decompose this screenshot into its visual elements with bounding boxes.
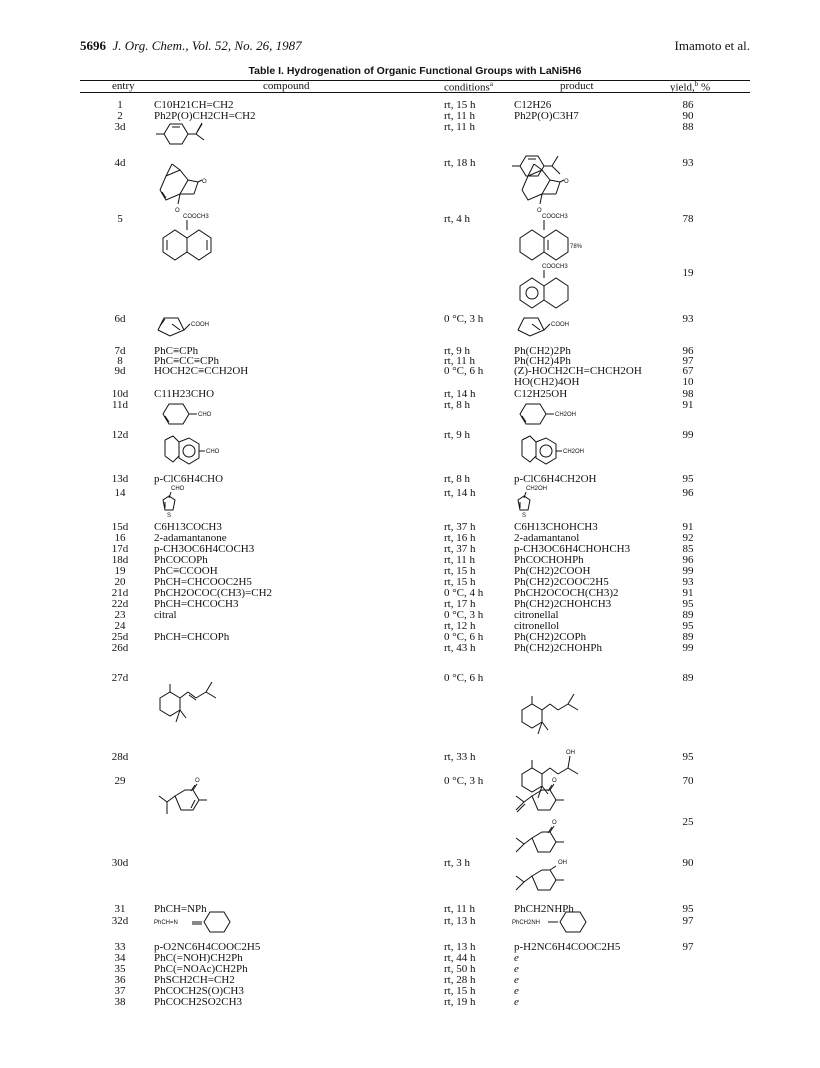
- yield-cell: 99: [682, 429, 694, 441]
- cooch3-label: COOCH3: [183, 214, 209, 220]
- product-cell: HO(CH2)4OH: [514, 376, 580, 388]
- yield-cell: 93: [682, 576, 694, 588]
- entry-cell: 15d: [111, 521, 129, 533]
- yield-cell: 95: [682, 903, 694, 915]
- compound-cell: Ph2P(O)CH2CH=CH2: [154, 110, 256, 122]
- product-cell: p-H2NC6H4COOC2H5: [514, 941, 621, 953]
- conditions-cell: rt, 44 h: [444, 952, 476, 964]
- compound-cell: C10H21CH=CH2: [154, 99, 234, 111]
- conditions-cell: 0 °C, 4 h: [444, 587, 484, 599]
- yield-cell: 10: [682, 376, 694, 388]
- conditions-cell: rt, 15 h: [444, 985, 476, 997]
- entry-cell: 30d: [111, 857, 129, 869]
- product-cell: 2-adamantanol: [514, 532, 580, 544]
- conditions-cell: 0 °C, 3 h: [444, 609, 484, 621]
- col-header-entry: entry: [112, 80, 135, 92]
- conditions-cell: rt, 15 h: [444, 565, 476, 577]
- compound-cell: PhSCH2CH=CH2: [154, 974, 235, 986]
- structure-4-compound: [150, 160, 210, 220]
- product-cell: e: [514, 952, 519, 964]
- o-label: O: [564, 179, 569, 185]
- compound-cell: PhCH2OCOC(CH3)=CH2: [154, 587, 273, 599]
- compound-cell: PhCOCH2S(O)CH3: [154, 985, 244, 997]
- entry-cell: 1: [117, 99, 123, 111]
- yield-cell: 93: [682, 157, 694, 169]
- compound-cell: HOCH2C≡CCH2OH: [154, 365, 249, 377]
- conditions-cell: rt, 12 h: [444, 620, 476, 632]
- yield-cell: 90: [682, 857, 694, 869]
- structure-3-compound: [156, 120, 226, 150]
- compound-cell: C11H23CHO: [154, 388, 215, 400]
- structure-29-compound: [155, 776, 225, 822]
- phch2nh-label: PhCH2NH: [512, 920, 541, 926]
- structure-4-product: [512, 160, 572, 220]
- conditions-cell: rt, 28 h: [444, 974, 476, 986]
- table-caption: Table I. Hydrogenation of Organic Functional Groups with LaNi5H6: [248, 65, 582, 77]
- conditions-cell: 0 °C, 6 h: [444, 631, 484, 643]
- compound-cell: p-O2NC6H4COOC2H5: [154, 941, 261, 953]
- top-rule: [80, 80, 750, 81]
- yield-cell: 67: [682, 365, 694, 377]
- yield-cell: 86: [682, 99, 694, 111]
- oh-label: OH: [558, 860, 567, 866]
- entry-cell: 37: [114, 985, 126, 997]
- conditions-label: conditions: [444, 81, 490, 94]
- product-cell: (Z)-HOCH2CH=CHCH2OH: [514, 365, 642, 377]
- conditions-cell: rt, 13 h: [444, 915, 476, 927]
- entry-cell: 11d: [111, 399, 129, 411]
- yield-cell: 90: [682, 110, 694, 122]
- conditions-cell: rt, 43 h: [444, 642, 476, 654]
- cho-label: CHO: [171, 486, 185, 492]
- page-number-journal: [80, 38, 302, 54]
- yield-cell: 88: [682, 121, 694, 133]
- entry-cell: 34: [114, 952, 126, 964]
- yield-cell: 91: [682, 399, 694, 411]
- journal-citation: J. Org. Chem., Vol. 52, No. 26, 1987: [112, 38, 302, 53]
- yield-cell: 99: [682, 565, 694, 577]
- conditions-cell: rt, 17 h: [444, 598, 476, 610]
- entry-cell: 20: [114, 576, 126, 588]
- product-cell: Ph(CH2)4Ph: [514, 355, 571, 367]
- compound-cell: PhC(=NOAc)CH2Ph: [154, 963, 248, 975]
- yield-cell: 78: [682, 213, 694, 225]
- entry-cell: 24: [114, 620, 126, 632]
- conditions-cell: rt, 11 h: [444, 903, 476, 915]
- product-cell: Ph(CH2)2CHOHCH3: [514, 598, 612, 610]
- entry-cell: 6d: [114, 313, 126, 325]
- yield-cell: 99: [682, 642, 694, 654]
- product-cell: PhCH2OCOCH(CH3)2: [514, 587, 619, 599]
- compound-cell: C6H13COCH3: [154, 521, 222, 533]
- conditions-cell: 0 °C, 3 h: [444, 313, 484, 325]
- conditions-cell: rt, 9 h: [444, 345, 470, 357]
- product-cell: e: [514, 996, 519, 1008]
- structure-5-compound: [155, 212, 235, 272]
- product-cell: Ph(CH2)2Ph: [514, 345, 571, 357]
- ch2oh-label: CH2OH: [526, 486, 548, 492]
- conditions-cell: rt, 19 h: [444, 996, 476, 1008]
- entry-cell: 12d: [111, 429, 129, 441]
- yield-cell: 85: [682, 543, 694, 555]
- conditions-cell: rt, 18 h: [444, 157, 476, 169]
- ch2oh-label: CH2OH: [555, 412, 577, 418]
- ch2oh-label: CH2OH: [563, 449, 585, 455]
- conditions-cell: rt, 11 h: [444, 121, 476, 133]
- compound-cell: PhCH=CHCOPh: [154, 631, 230, 643]
- yield-cell: 70: [682, 775, 694, 787]
- entry-cell: 14: [114, 487, 126, 499]
- o-label: O: [537, 208, 542, 214]
- product-cell: p-CH3OC6H4CHOHCH3: [514, 543, 631, 555]
- structure-6-compound: [154, 312, 234, 342]
- col-header-compound: compound: [263, 80, 310, 92]
- yield-cell: 96: [682, 345, 694, 357]
- structure-12-product: [512, 432, 592, 472]
- oh-label: OH: [566, 750, 575, 756]
- yield-cell: 25: [682, 816, 694, 828]
- conditions-cell: rt, 15 h: [444, 576, 476, 588]
- conditions-cell: rt, 11 h: [444, 554, 476, 566]
- conditions-cell: rt, 11 h: [444, 355, 476, 367]
- conditions-cell: rt, 9 h: [444, 429, 470, 441]
- conditions-cell: 0 °C, 6 h: [444, 365, 484, 377]
- o-label: O: [195, 778, 200, 784]
- conditions-cell: rt, 8 h: [444, 399, 470, 411]
- structure-11-compound: [155, 402, 235, 428]
- structure-5-product-b: [512, 262, 592, 312]
- conditions-cell: rt, 33 h: [444, 751, 476, 763]
- structure-12-compound: [155, 432, 235, 472]
- structure-27-product: [512, 690, 612, 742]
- entry-cell: 7d: [114, 345, 126, 357]
- compound-cell: PhC≡CPh: [154, 345, 199, 357]
- structure-32-product: [512, 910, 612, 936]
- o-label: O: [175, 208, 180, 214]
- entry-cell: 33: [114, 941, 126, 953]
- cooh-label: COOH: [551, 322, 569, 328]
- structure-14-compound: [157, 484, 197, 518]
- s-label: S: [167, 513, 172, 519]
- compound-cell: PhCH=CHCOOC2H5: [154, 576, 252, 588]
- entry-cell: 17d: [111, 543, 129, 555]
- conditions-cell: rt, 37 h: [444, 543, 476, 555]
- entry-cell: 23: [114, 609, 126, 621]
- product-cell: Ph(CH2)2COPh: [514, 631, 587, 643]
- entry-cell: 29: [114, 775, 126, 787]
- conditions-cell: rt, 3 h: [444, 857, 470, 869]
- yield-cell: 95: [682, 598, 694, 610]
- percent-label: 78%: [570, 244, 583, 250]
- entry-cell: 9d: [114, 365, 126, 377]
- entry-cell: 4d: [114, 157, 126, 169]
- entry-cell: 18d: [111, 554, 129, 566]
- compound-cell: citral: [154, 609, 177, 621]
- compound-cell: PhCH=CHCOCH3: [154, 598, 239, 610]
- conditions-cell: rt, 13 h: [444, 941, 476, 953]
- entry-cell: 16: [114, 532, 126, 544]
- conditions-cell: rt, 50 h: [444, 963, 476, 975]
- cho-label: CHO: [206, 449, 220, 455]
- conditions-cell: 0 °C, 3 h: [444, 775, 484, 787]
- conditions-cell: rt, 37 h: [444, 521, 476, 533]
- yield-cell: 98: [682, 388, 694, 400]
- cho-label: CHO: [198, 412, 212, 418]
- yield-cell: 91: [682, 521, 694, 533]
- entry-cell: 22d: [111, 598, 129, 610]
- yield-cell: 89: [682, 631, 694, 643]
- entry-cell: 21d: [111, 587, 129, 599]
- product-cell: e: [514, 963, 519, 975]
- structure-27-compound: [150, 678, 250, 730]
- conditions-cell: rt, 4 h: [444, 213, 470, 225]
- entry-cell: 32d: [111, 915, 129, 927]
- compound-cell: 2-adamantanone: [154, 532, 227, 544]
- product-cell: citronellal: [514, 609, 559, 621]
- yield-label: yield,: [670, 81, 695, 94]
- product-cell: Ph(CH2)2COOC2H5: [514, 576, 609, 588]
- product-cell: citronellol: [514, 620, 560, 632]
- structure-14-product: [514, 484, 554, 518]
- o-label: O: [552, 820, 557, 826]
- product-cell: C6H13CHOHCH3: [514, 521, 598, 533]
- page-number: 5696: [80, 38, 106, 53]
- conditions-cell: rt, 14 h: [444, 388, 476, 400]
- entry-cell: 28d: [111, 751, 129, 763]
- o-label: O: [552, 778, 557, 784]
- compound-cell: p-CH3OC6H4COCH3: [154, 543, 255, 555]
- product-cell: e: [514, 974, 519, 986]
- compound-cell: PhCOCH2SO2CH3: [154, 996, 243, 1008]
- structure-32-compound: [154, 910, 254, 936]
- yield-unit: %: [701, 81, 711, 94]
- product-cell: p-ClC6H4CH2OH: [514, 473, 597, 485]
- yield-cell: 96: [682, 487, 694, 499]
- phch-n-label: PhCH=N: [154, 920, 178, 926]
- entry-cell: 19: [114, 565, 126, 577]
- yield-cell: 97: [682, 915, 694, 927]
- product-cell: C12H26: [514, 99, 552, 111]
- yield-cell: 89: [682, 672, 694, 684]
- yield-cell: 89: [682, 609, 694, 621]
- yield-cell: 96: [682, 554, 694, 566]
- conditions-cell: rt, 11 h: [444, 110, 476, 122]
- product-cell: PhCH2NHPh: [514, 903, 574, 915]
- header-rule: [80, 92, 750, 93]
- conditions-footnote: a: [489, 80, 493, 88]
- conditions-cell: rt, 16 h: [444, 532, 476, 544]
- yield-cell: 97: [682, 941, 694, 953]
- conditions-cell: rt, 15 h: [444, 99, 476, 111]
- entry-cell: 27d: [111, 672, 129, 684]
- yield-cell: 91: [682, 587, 694, 599]
- entry-cell: 38: [114, 996, 126, 1008]
- compound-cell: PhC≡CCOOH: [154, 565, 218, 577]
- compound-cell: PhCH=NPh: [154, 903, 207, 915]
- product-cell: PhCOCHOHPh: [514, 554, 584, 566]
- entry-cell: 31: [114, 903, 126, 915]
- o-label: O: [202, 179, 207, 185]
- authors: Imamoto et al.: [674, 38, 750, 53]
- s-label: S: [522, 513, 527, 519]
- compound-cell: p-ClC6H4CHO: [154, 473, 224, 485]
- conditions-cell: rt, 8 h: [444, 473, 470, 485]
- structure-6-product: [514, 312, 594, 342]
- compound-cell: PhC≡CC≡CPh: [154, 355, 219, 367]
- entry-cell: 35: [114, 963, 126, 975]
- structure-30-product: [512, 856, 582, 902]
- yield-cell: 95: [682, 473, 694, 485]
- structure-11-product: [512, 402, 592, 428]
- yield-cell: 95: [682, 751, 694, 763]
- product-cell: C12H25OH: [514, 388, 568, 400]
- yield-cell: 93: [682, 313, 694, 325]
- product-cell: e: [514, 985, 519, 997]
- yield-cell: 92: [682, 532, 694, 544]
- structure-29-product-a: [512, 776, 582, 822]
- entry-cell: 10d: [111, 388, 129, 400]
- conditions-cell: 0 °C, 6 h: [444, 672, 484, 684]
- product-cell: Ph2P(O)C3H7: [514, 110, 579, 122]
- yield-cell: 95: [682, 620, 694, 632]
- cooch3-label: COOCH3: [542, 214, 568, 220]
- entry-cell: 13d: [111, 473, 129, 485]
- yield-footnote: b: [694, 80, 699, 88]
- entry-cell: 25d: [111, 631, 129, 643]
- cooh-label: COOH: [191, 322, 209, 328]
- yield-cell: 97: [682, 355, 694, 367]
- conditions-cell: rt, 14 h: [444, 487, 476, 499]
- yield-cell: 19: [682, 267, 694, 279]
- entry-cell: 8: [117, 355, 123, 367]
- entry-cell: 3d: [114, 121, 126, 133]
- entry-cell: 2: [117, 110, 123, 122]
- entry-cell: 5: [117, 213, 123, 225]
- entry-cell: 36: [114, 974, 126, 986]
- entry-cell: 26d: [111, 642, 129, 654]
- product-cell: Ph(CH2)2CHOHPh: [514, 642, 603, 654]
- cooch3-label: COOCH3: [542, 264, 568, 270]
- product-cell: Ph(CH2)2COOH: [514, 565, 591, 577]
- compound-cell: PhCOCOPh: [154, 554, 208, 566]
- compound-cell: PhC(=NOH)CH2Ph: [154, 952, 243, 964]
- col-header-product: product: [560, 80, 594, 92]
